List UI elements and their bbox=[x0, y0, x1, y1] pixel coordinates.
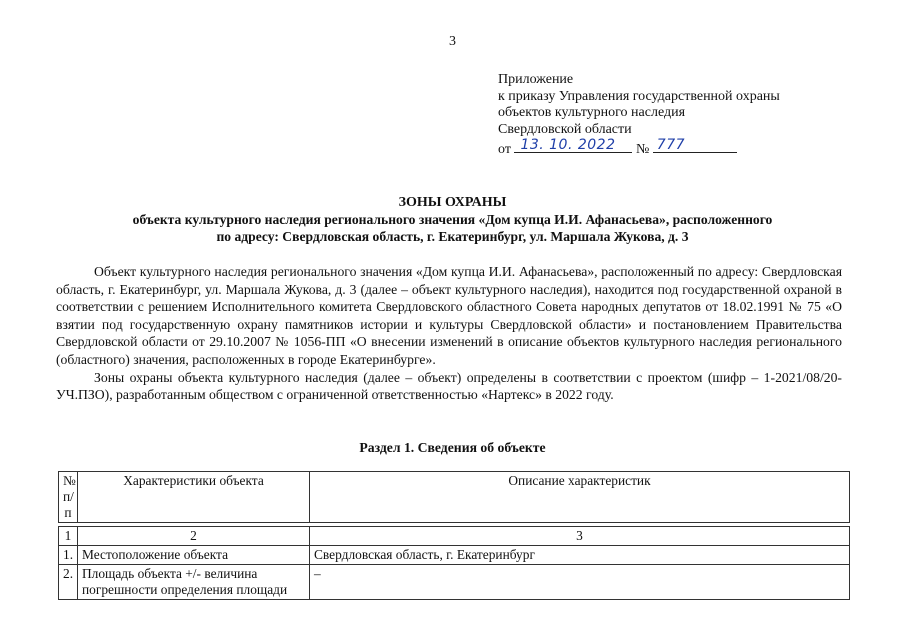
appendix-line-2: к приказу Управления государственной охраны bbox=[498, 88, 780, 104]
row-characteristic: Площадь объекта +/- величина погрешности определения площади bbox=[78, 565, 310, 600]
table-row bbox=[59, 546, 850, 565]
table-row bbox=[59, 565, 850, 600]
handwritten-number: 777 bbox=[656, 136, 686, 153]
row-description: Свердловская область, г. Екатеринбург bbox=[310, 546, 850, 565]
from-label: от bbox=[498, 142, 511, 157]
paragraph-1: Объект культурного наследия регионального значения «Дом купца И.И. Афанасьева», расположенный по адресу: Свердловская область, г. Екатеринбург, ул. Маршала Жукова, д. 3 (далее – объект культурного наследия), находится под государственной охраной в соответствии с решением Исполнительного комитета Свердловского областного Совета народных депутатов от 18.02.1991 № 75 «О взятии под государственную охрану памятников истории и культуры Свердловской области» и постановлением Правительства Свердловской области от 29.10.2007 № 1056-ПП «О внесении изменений в описание объектов культурного наследия регионального (областного) значения, расположенных в городе Екатеринбурге». bbox=[56, 264, 842, 367]
appendix-block bbox=[498, 72, 858, 159]
row-number: 1. bbox=[59, 546, 78, 565]
object-info-table bbox=[58, 471, 850, 600]
column-number-2: 2 bbox=[78, 527, 310, 546]
number-field bbox=[653, 138, 737, 153]
column-number-3: 3 bbox=[310, 527, 850, 546]
header-characteristic: Характеристики объекта bbox=[78, 472, 310, 523]
column-number-row bbox=[59, 527, 850, 546]
handwritten-date: 13. 10. 2022 bbox=[520, 136, 616, 153]
document-subtitle-line-1: объекта культурного наследия регионального значения «Дом купца И.И. Афанасьева», расположенного bbox=[132, 212, 773, 227]
row-number: 2. bbox=[59, 565, 78, 600]
row-characteristic: Местоположение объекта bbox=[78, 546, 310, 565]
date-field bbox=[514, 138, 632, 153]
paragraph-2: Зоны охраны объекта культурного наследия (далее – объект) определены в соответствии с проектом (шифр – 1-2021/08/20-УЧ.ПЗО), разработанным обществом с ограниченной ответственностью «Нартекс» в 2022 году. bbox=[56, 369, 842, 403]
document-subtitle-line-2: по адресу: Свердловская область, г. Екатеринбург, ул. Маршала Жукова, д. 3 bbox=[216, 229, 689, 244]
appendix-line-3: объектов культурного наследия bbox=[498, 105, 686, 120]
table-header-row bbox=[59, 472, 850, 523]
document-title: ЗОНЫ ОХРАНЫ bbox=[398, 195, 507, 210]
column-number-1: 1 bbox=[59, 527, 78, 546]
row-description: – bbox=[310, 565, 850, 600]
page-number: 3 bbox=[449, 34, 456, 49]
appendix-line-4: Свердловской области bbox=[498, 121, 632, 137]
number-label: № bbox=[635, 142, 650, 157]
body-text bbox=[56, 263, 842, 404]
header-description: Описание характеристик bbox=[310, 472, 850, 523]
order-date-number-line bbox=[498, 138, 858, 159]
appendix-line-1: Приложение bbox=[498, 72, 574, 87]
header-number: № п/п bbox=[59, 472, 78, 523]
section-title: Раздел 1. Сведения об объекте bbox=[359, 440, 546, 455]
